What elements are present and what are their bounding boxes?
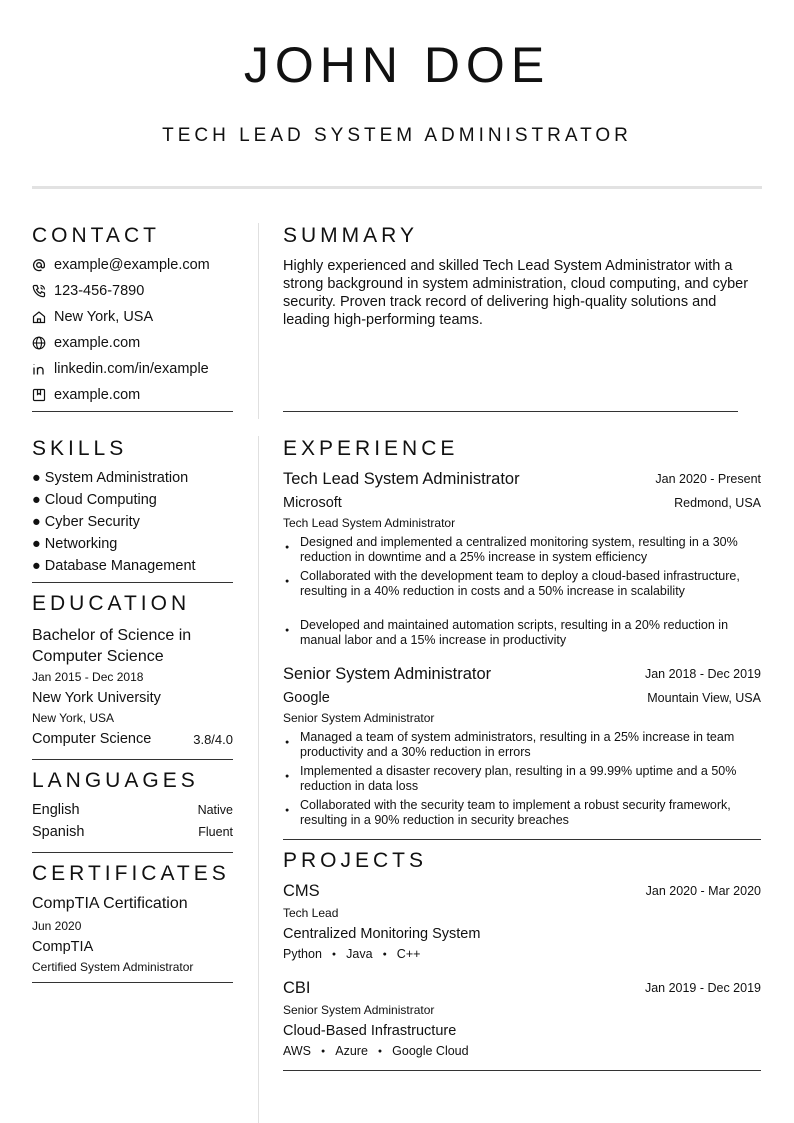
job-title-header: TECH LEAD SYSTEM ADMINISTRATOR — [162, 125, 632, 146]
contact-linkedin-text: linkedin.com/in/example — [54, 361, 209, 377]
skill-item: ● Cloud Computing — [32, 492, 157, 508]
education-field: Computer Science — [32, 731, 152, 747]
project-description: Centralized Monitoring System — [283, 926, 481, 942]
job-dates: Jan 2018 - Dec 2019 — [644, 667, 761, 681]
linkedin-icon — [32, 362, 46, 376]
project-name: CBI — [283, 979, 311, 997]
experience-divider — [283, 839, 761, 840]
project-tag: Java — [346, 947, 373, 961]
job-title: Senior System Administrator — [283, 665, 492, 683]
skill-label: Networking — [44, 536, 118, 552]
skill-label: Cyber Security — [44, 514, 140, 530]
projects-heading: PROJECTS — [283, 849, 428, 872]
portfolio-icon — [32, 388, 46, 402]
job-role: Tech Lead System Administrator — [283, 516, 456, 530]
candidate-name: JOHN DOE — [243, 37, 551, 93]
languages-divider — [32, 852, 233, 853]
education-school: New York University — [32, 690, 161, 706]
contact-phone-text: 123-456-7890 — [54, 283, 145, 299]
project-name: CMS — [283, 882, 320, 900]
skill-label: Database Management — [44, 558, 196, 574]
skill-item: ● Cyber Security — [32, 514, 140, 530]
skill-label: System Administration — [44, 470, 189, 486]
skill-item: ● Database Management — [32, 558, 196, 574]
contact-heading: CONTACT — [32, 224, 160, 247]
job-location: Mountain View, USA — [647, 691, 761, 705]
project-dates: Jan 2019 - Dec 2019 — [644, 981, 761, 995]
summary-heading: SUMMARY — [283, 224, 418, 247]
contact-portfolio[interactable] — [32, 387, 140, 403]
languages-heading: LANGUAGES — [32, 769, 199, 792]
education-heading: EDUCATION — [32, 592, 191, 615]
contact-linkedin[interactable] — [32, 361, 209, 377]
skill-label: Cloud Computing — [44, 492, 157, 508]
certificates-heading: CERTIFICATES — [32, 862, 230, 885]
summary-text: Highly experienced and skilled Tech Lead System Administrator with a strong background in system administration, cloud computing, and cyber security. Proven track record of delivering high-quality solutions and leading high-performing teams. — [283, 258, 749, 328]
home-icon — [32, 310, 46, 324]
contact-portfolio-text: example.com — [54, 387, 141, 403]
education-gpa: 3.8/4.0 — [193, 732, 233, 747]
header-divider — [32, 186, 762, 189]
certificate-description: Certified System Administrator — [32, 960, 194, 974]
project-tag: Azure — [335, 1044, 368, 1058]
phone-icon — [32, 284, 46, 298]
project-tags: Python ● Java ● C++ — [283, 947, 421, 961]
education-divider — [32, 759, 233, 760]
contact-website[interactable] — [32, 335, 140, 351]
globe-icon — [32, 336, 46, 350]
language-level: Native — [197, 803, 233, 817]
contact-phone[interactable] — [32, 283, 144, 299]
job-bullet: ● Implemented a disaster recovery plan, resulting in a 99.99% uptime and a 50% reduction in data loss — [283, 764, 761, 794]
job-dates: Jan 2020 - Present — [655, 472, 761, 486]
certificates-divider — [32, 982, 233, 983]
education-location: New York, USA — [32, 711, 115, 725]
skills-heading: SKILLS — [32, 437, 128, 460]
job-location: Redmond, USA — [674, 496, 761, 510]
project-role: Senior System Administrator — [283, 1003, 435, 1017]
contact-location-text: New York, USA — [54, 309, 154, 325]
certificate-issuer: CompTIA — [32, 939, 94, 955]
language-name: Spanish — [32, 824, 85, 840]
job-title: Tech Lead System Administrator — [283, 470, 520, 488]
contact-email-text: example@example.com — [54, 257, 210, 273]
projects-divider — [283, 1070, 761, 1071]
job-bullet: ● Collaborated with the security team to implement a robust security framework, resulting in a 90% reduction in security breaches — [283, 798, 761, 828]
project-role: Tech Lead — [283, 906, 339, 920]
project-tags: AWS ● Azure ● Google Cloud — [283, 1044, 469, 1058]
experience-heading: EXPERIENCE — [283, 437, 459, 460]
job-role: Senior System Administrator — [283, 711, 435, 725]
job-bullet: ● Designed and implemented a centralized monitoring system, resulting in a 30% reduction in downtime and a 25% increase in system efficiency — [283, 535, 761, 565]
contact-website-text: example.com — [54, 335, 141, 351]
project-tag: Python — [283, 947, 322, 961]
job-bullet: ● Collaborated with the development team to deploy a cloud-based infrastructure, resulting in a 40% reduction in costs and a 50% increase in scalability — [283, 569, 761, 599]
project-dates: Jan 2020 - Mar 2020 — [645, 884, 761, 898]
contact-location — [32, 309, 153, 325]
skill-item: ● Networking — [32, 536, 118, 552]
project-description: Cloud-Based Infrastructure — [283, 1023, 457, 1039]
contact-email[interactable] — [32, 257, 210, 273]
job-bullet: ● Developed and maintained automation scripts, resulting in a 20% reduction in manual labor and a 15% increase in productivity — [283, 618, 761, 648]
contact-divider — [32, 411, 233, 412]
project-tag: Google Cloud — [392, 1044, 469, 1058]
column-divider-top — [258, 223, 259, 419]
summary-divider — [283, 411, 738, 412]
skill-item: ● System Administration — [32, 470, 189, 486]
language-level: Fluent — [198, 825, 233, 839]
job-company: Microsoft — [283, 495, 342, 511]
job-bullet: ● Managed a team of system administrators, resulting in a 25% increase in team productivity and a 30% reduction in errors — [283, 730, 761, 760]
certificate-date: Jun 2020 — [32, 919, 82, 933]
certificate-name: CompTIA Certification — [32, 895, 188, 912]
column-divider-bottom — [258, 436, 259, 1123]
at-icon — [32, 258, 46, 272]
skills-divider — [32, 582, 233, 583]
education-dates: Jan 2015 - Dec 2018 — [32, 670, 144, 684]
job-company: Google — [283, 690, 330, 706]
language-name: English — [32, 802, 80, 818]
project-tag: AWS — [283, 1044, 312, 1058]
education-degree: Bachelor of Science in Computer Science — [32, 627, 192, 665]
project-tag: C++ — [396, 947, 421, 961]
